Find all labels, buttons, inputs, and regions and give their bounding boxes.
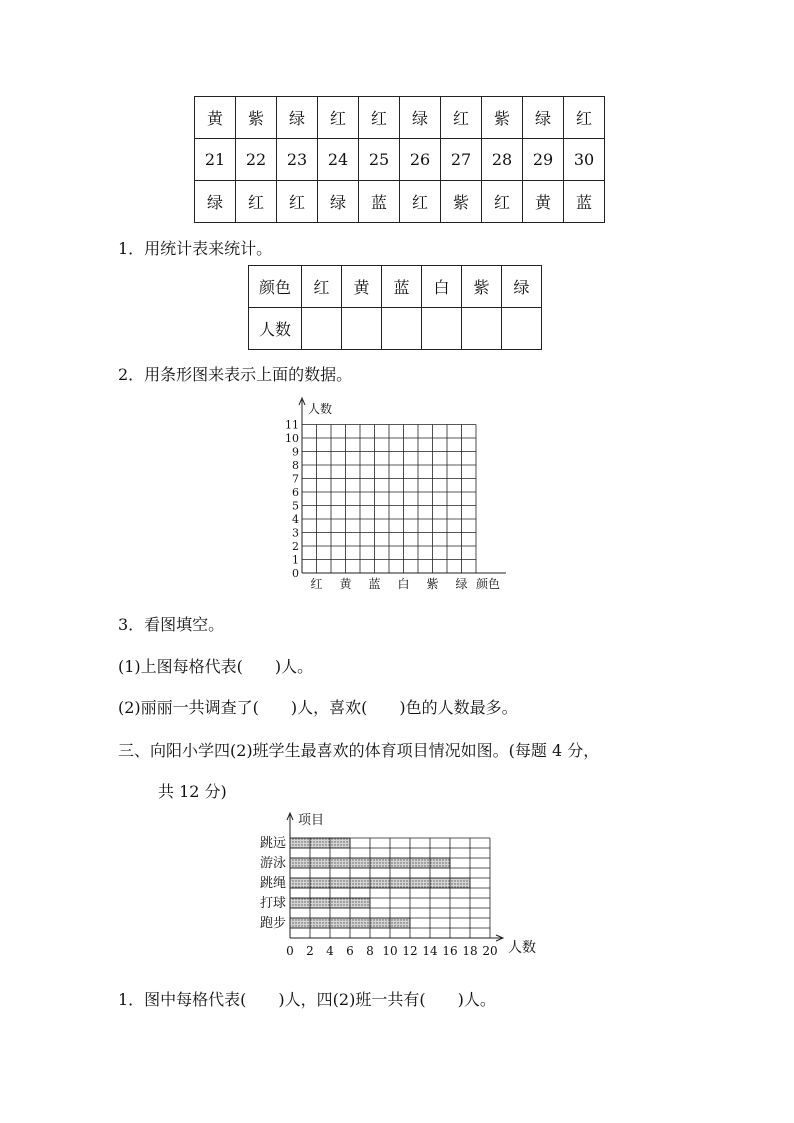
y-tick-label: 2 <box>292 540 299 553</box>
y-tick-label: 7 <box>292 472 299 486</box>
question-last: 1．图中每格代表( )人，四(2)班一共有( )人。 <box>118 990 496 1009</box>
survey-cell: 蓝 <box>564 181 605 223</box>
blank-bar-chart <box>270 395 520 595</box>
x-tick-label: 10 <box>382 944 398 958</box>
tally-header-cell: 红 <box>302 266 342 308</box>
survey-cell: 紫 <box>236 97 277 139</box>
x-axis-label: 颜色 <box>475 577 501 591</box>
section-3-heading: 三、向阳小学四(2)班学生最喜欢的体育项目情况如图。(每题 4 分， <box>118 741 600 760</box>
y-tick-label: 4 <box>292 513 299 526</box>
survey-cell: 绿 <box>195 181 236 223</box>
question-2: 2．用条形图来表示上面的数据。 <box>118 365 353 384</box>
category-label: 游泳 <box>259 856 286 871</box>
tally-blank-cell <box>382 308 422 350</box>
y-tick-label: 3 <box>292 526 299 540</box>
survey-cell: 25 <box>359 139 400 181</box>
y-tick-label: 0 <box>292 567 299 580</box>
y-tick-label: 10 <box>285 432 299 445</box>
y-tick-label: 11 <box>285 418 299 432</box>
x-tick-label: 蓝 <box>368 577 381 591</box>
survey-cell: 21 <box>195 139 236 181</box>
tally-header-cell: 蓝 <box>382 266 422 308</box>
category-label: 跳绳 <box>259 876 286 891</box>
survey-cell: 29 <box>523 139 564 181</box>
tally-blank-cell <box>462 308 502 350</box>
tally-blank-cell <box>342 308 382 350</box>
tally-row-label: 人数 <box>249 308 302 350</box>
sports-bar-chart <box>250 808 550 978</box>
survey-cell: 23 <box>277 139 318 181</box>
tally-header-cell: 黄 <box>342 266 382 308</box>
survey-cell: 红 <box>277 181 318 223</box>
question-3-2: (2)丽丽一共调查了( )人，喜欢( )色的人数最多。 <box>118 698 518 717</box>
question-3: 3．看图填空。 <box>118 615 225 634</box>
y-tick-label: 8 <box>292 459 299 472</box>
survey-cell: 绿 <box>318 181 359 223</box>
survey-cell: 红 <box>441 97 482 139</box>
x-tick-label: 绿 <box>455 577 468 591</box>
survey-cell: 红 <box>400 181 441 223</box>
tally-blank-cell <box>302 308 342 350</box>
y-tick-label: 1 <box>292 553 299 567</box>
survey-cell: 红 <box>359 97 400 139</box>
tally-header-cell: 白 <box>422 266 462 308</box>
survey-cell: 24 <box>318 139 359 181</box>
category-label: 跳远 <box>259 836 286 851</box>
tally-header-cell: 绿 <box>502 266 542 308</box>
survey-cell: 红 <box>482 181 523 223</box>
survey-cell: 红 <box>564 97 605 139</box>
survey-cell: 30 <box>564 139 605 181</box>
survey-cell: 蓝 <box>359 181 400 223</box>
tally-blank-cell <box>502 308 542 350</box>
category-label: 跑步 <box>259 916 286 931</box>
x-axis-label: 人数 <box>508 940 536 956</box>
survey-cell: 黄 <box>195 97 236 139</box>
survey-cell: 绿 <box>523 97 564 139</box>
section-3-heading-cont: 共 12 分) <box>158 782 227 801</box>
x-tick-label: 8 <box>366 944 374 958</box>
x-tick-label: 20 <box>482 944 498 958</box>
y-axis-label: 项目 <box>298 813 325 828</box>
question-1: 1．用统计表来统计。 <box>118 239 273 258</box>
x-tick-label: 白 <box>397 577 410 591</box>
bar <box>290 878 470 888</box>
tally-header-label: 颜色 <box>249 266 302 308</box>
survey-cell: 红 <box>236 181 277 223</box>
survey-cell: 黄 <box>523 181 564 223</box>
x-tick-label: 紫 <box>426 577 439 591</box>
y-tick-label: 5 <box>292 499 299 513</box>
x-tick-label: 14 <box>422 944 438 958</box>
survey-cell: 绿 <box>400 97 441 139</box>
x-tick-label: 红 <box>310 577 323 591</box>
y-tick-label: 9 <box>292 445 299 459</box>
survey-cell: 紫 <box>482 97 523 139</box>
survey-cell: 26 <box>400 139 441 181</box>
y-tick-label: 6 <box>292 486 299 499</box>
bar <box>290 838 350 848</box>
x-tick-label: 12 <box>402 944 418 958</box>
tally-blank-cell <box>422 308 462 350</box>
survey-cell: 红 <box>318 97 359 139</box>
tally-header-cell: 紫 <box>462 266 502 308</box>
x-tick-label: 16 <box>442 944 458 958</box>
survey-cell: 绿 <box>277 97 318 139</box>
x-tick-label: 18 <box>462 944 478 958</box>
x-tick-label: 6 <box>346 944 354 958</box>
survey-cell: 紫 <box>441 181 482 223</box>
tally-table <box>248 265 542 350</box>
survey-table <box>194 96 605 223</box>
x-tick-label: 黄 <box>339 577 352 591</box>
y-axis-label: 人数 <box>308 402 333 416</box>
x-tick-label: 0 <box>286 944 294 958</box>
x-tick-label: 4 <box>326 944 334 958</box>
survey-cell: 27 <box>441 139 482 181</box>
category-label: 打球 <box>259 896 286 911</box>
survey-cell: 28 <box>482 139 523 181</box>
survey-cell: 22 <box>236 139 277 181</box>
x-tick-label: 2 <box>306 944 314 958</box>
question-3-1: (1)上图每格代表( )人。 <box>118 657 314 676</box>
